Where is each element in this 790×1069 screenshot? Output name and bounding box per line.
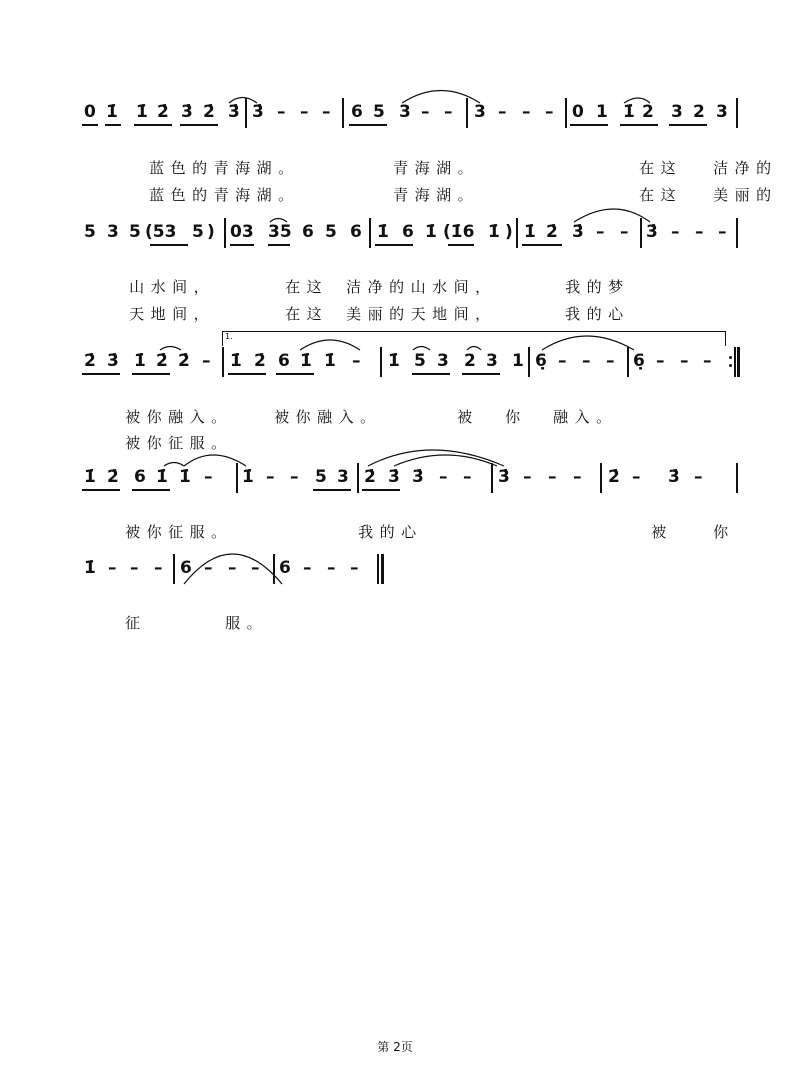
note: 5 <box>192 222 204 242</box>
note: – <box>656 351 665 371</box>
barline <box>224 218 226 248</box>
note: 5 <box>325 222 337 242</box>
barline <box>640 218 642 248</box>
lyric-phrase: 美丽的 <box>713 186 778 204</box>
note: 3 <box>486 351 498 371</box>
lyric-phrase: 在这 <box>639 159 683 177</box>
lyric-phrase: 我的心 <box>358 523 423 541</box>
note: – <box>228 558 237 578</box>
lyric-phrase: 洁净的 <box>713 159 778 177</box>
lyric-phrase: 蓝色的青海湖。 <box>149 186 300 204</box>
note: 1̇ <box>488 222 500 242</box>
staff-system-1 <box>0 104 790 132</box>
note: 1 <box>512 351 524 371</box>
slur <box>394 455 497 466</box>
note: 2̇ <box>107 467 119 487</box>
slur <box>368 450 504 466</box>
note: 2 <box>642 102 654 122</box>
repeat-dot <box>729 364 732 367</box>
underline <box>522 244 562 246</box>
underline <box>362 489 400 491</box>
note: – <box>327 558 336 578</box>
underline <box>132 489 170 491</box>
note: 1̇ <box>134 351 146 371</box>
note: 2̇ <box>608 467 620 487</box>
note: – <box>439 467 448 487</box>
barline <box>627 347 629 377</box>
lyric-phrase: 征 <box>125 614 147 632</box>
slur <box>160 347 181 351</box>
note: 3 <box>107 222 119 242</box>
lyric-phrase: 我的梦 <box>565 278 630 296</box>
lyric-line-1 <box>313 508 423 556</box>
note: – <box>352 351 361 371</box>
lyric-line-2 <box>348 171 479 219</box>
lyric-phrase: 在这 <box>639 186 683 204</box>
note: – <box>421 102 430 122</box>
barline <box>245 98 247 128</box>
lyric-line-1 <box>508 393 618 441</box>
barline <box>369 218 371 248</box>
note: 1̇ <box>179 467 191 487</box>
note: 6 <box>279 558 291 578</box>
underline <box>268 244 290 246</box>
underline <box>228 373 266 375</box>
note: 3 <box>716 102 728 122</box>
note: 6̣ <box>633 351 645 371</box>
note: – <box>703 351 712 371</box>
underline <box>412 373 450 375</box>
barline <box>736 98 738 128</box>
barline <box>357 463 359 493</box>
barline <box>236 463 238 493</box>
note: – <box>463 467 472 487</box>
repeat-dot <box>729 356 732 359</box>
lyric-line-1 <box>180 599 268 647</box>
note: – <box>718 222 727 242</box>
note: – <box>300 102 309 122</box>
underline <box>230 244 254 246</box>
slur <box>467 347 481 351</box>
note: 2 <box>464 351 476 371</box>
barline <box>734 347 736 377</box>
note: ) <box>207 222 215 242</box>
lyric-line-2 <box>668 171 778 219</box>
note: 1̇ <box>106 102 118 122</box>
underline <box>620 124 658 126</box>
lyric-phrase: 融入。 <box>553 408 618 426</box>
note: 5 <box>129 222 141 242</box>
note: 2̇ <box>156 351 168 371</box>
barline <box>491 463 493 493</box>
note: 2 <box>693 102 705 122</box>
note: – <box>596 222 605 242</box>
note: 3̇ <box>572 222 584 242</box>
note: 6 <box>278 351 290 371</box>
staff-system-5 <box>0 560 790 588</box>
note: 35 <box>268 222 292 242</box>
note: – <box>266 467 275 487</box>
note: 1̇ <box>242 467 254 487</box>
note: 3 <box>399 102 411 122</box>
note: – <box>350 558 359 578</box>
note: 3̇ <box>646 222 658 242</box>
note: 1̇ <box>84 558 96 578</box>
lyric-phrase: 被你征服。 <box>125 434 233 452</box>
note: – <box>498 102 507 122</box>
underline <box>462 373 500 375</box>
note: 3̇ <box>252 102 264 122</box>
note: – <box>204 558 213 578</box>
note: – <box>680 351 689 371</box>
underline <box>276 373 314 375</box>
lyric-line-2 <box>84 290 215 338</box>
note: – <box>444 102 453 122</box>
lyric-line-2 <box>80 419 233 467</box>
barline <box>736 463 738 493</box>
note: – <box>606 351 615 371</box>
underline <box>448 244 474 246</box>
slur <box>300 340 360 350</box>
note: 1̇ <box>524 222 536 242</box>
underline <box>150 244 188 246</box>
lyric-phrase: 被你融入。 <box>125 408 233 426</box>
lyric-line-2 <box>104 171 300 219</box>
lyric-phrase: 蓝色的青海湖。 <box>149 159 300 177</box>
page-number: 第 2页 <box>377 1040 413 1054</box>
underline <box>313 489 351 491</box>
note: 3̇ <box>181 102 193 122</box>
barline <box>380 347 382 377</box>
note: – <box>695 222 704 242</box>
lyric-phrase: 被 <box>651 523 673 541</box>
note: – <box>108 558 117 578</box>
note: 6 <box>134 467 146 487</box>
barline <box>173 554 175 584</box>
note: 1 <box>596 102 608 122</box>
underline <box>132 373 170 375</box>
final-barline <box>381 554 384 584</box>
lyric-line-1 <box>80 599 147 647</box>
note: 03 <box>230 222 254 242</box>
barline <box>516 218 518 248</box>
note: 0 <box>84 102 96 122</box>
note: 1̇ <box>84 467 96 487</box>
lyric-phrase: 被你征服。 <box>125 523 233 541</box>
barline <box>565 98 567 128</box>
staff-system-4 <box>0 469 790 497</box>
note: – <box>545 102 554 122</box>
lyric-line-1 <box>606 508 673 556</box>
note: 5 <box>84 222 96 242</box>
underline <box>134 124 172 126</box>
note: 2̇ <box>84 351 96 371</box>
note: 6 <box>350 222 362 242</box>
note: 3 <box>337 467 349 487</box>
note: – <box>277 102 286 122</box>
note: 3 <box>671 102 683 122</box>
slur <box>402 91 480 104</box>
slur <box>413 347 430 351</box>
note: 1̇ <box>136 102 148 122</box>
note: 2̇ <box>178 351 190 371</box>
lyric-line-2 <box>301 290 497 338</box>
first-ending-number: 1. <box>225 332 233 341</box>
note: – <box>582 351 591 371</box>
barline <box>528 347 530 377</box>
barline <box>273 554 275 584</box>
note: – <box>204 467 213 487</box>
barline <box>342 98 344 128</box>
note: – <box>523 467 532 487</box>
note: 5 <box>315 467 327 487</box>
repeat-barline <box>737 347 740 377</box>
note: 1̇ <box>300 351 312 371</box>
underline <box>180 124 218 126</box>
lyric-phrase: 青海湖。 <box>393 186 480 204</box>
note: – <box>632 467 641 487</box>
note: 2̇ <box>157 102 169 122</box>
note: – <box>322 102 331 122</box>
underline <box>82 124 98 126</box>
lyric-line-1 <box>668 508 735 556</box>
lyric-phrase: 服。 <box>225 614 269 632</box>
note: – <box>620 222 629 242</box>
note: 3 <box>474 102 486 122</box>
staff-system-2 <box>0 224 790 252</box>
lyric-phrase: 美丽的天地间， <box>346 305 497 323</box>
underline <box>105 124 121 126</box>
note: 6̣ <box>535 351 547 371</box>
note: 6 <box>351 102 363 122</box>
slur <box>542 336 634 350</box>
note: 6 <box>180 558 192 578</box>
note: 3 <box>437 351 449 371</box>
note: – <box>558 351 567 371</box>
note: 1̇ <box>156 467 168 487</box>
note: – <box>290 467 299 487</box>
note: 3̇ <box>228 102 240 122</box>
underline <box>349 124 387 126</box>
note: 2̇ <box>364 467 376 487</box>
note: 2̇ <box>203 102 215 122</box>
barline <box>377 554 379 584</box>
note: 3̇ <box>668 467 680 487</box>
note: – <box>671 222 680 242</box>
note: – <box>202 351 211 371</box>
lyric-phrase: 在这 <box>285 278 329 296</box>
note: 0 <box>572 102 584 122</box>
note: 1̇ <box>377 222 389 242</box>
note: 1̇ <box>230 351 242 371</box>
note: 3̇ <box>498 467 510 487</box>
note: – <box>522 102 531 122</box>
lyric-phrase: 天地间， <box>129 305 216 323</box>
note: 1̇ <box>388 351 400 371</box>
note: (1̇6 <box>443 222 475 242</box>
note: – <box>130 558 139 578</box>
lyric-phrase: 你 <box>505 408 527 426</box>
note: 1̇ <box>623 102 635 122</box>
note: 2̇ <box>546 222 558 242</box>
underline <box>570 124 608 126</box>
barline <box>222 347 224 377</box>
lyric-line-1 <box>229 393 382 441</box>
lyric-phrase: 我的心 <box>565 305 630 323</box>
note: – <box>694 467 703 487</box>
note: 6 <box>402 222 414 242</box>
lyric-phrase: 被 <box>457 408 479 426</box>
note: ) <box>505 222 513 242</box>
note: – <box>154 558 163 578</box>
note: – <box>303 558 312 578</box>
staff-system-3 <box>0 353 790 381</box>
note: 3̇ <box>412 467 424 487</box>
note: 1̇ <box>324 351 336 371</box>
barline <box>736 218 738 248</box>
note: 5 <box>373 102 385 122</box>
note: (53 <box>145 222 177 242</box>
lyric-phrase: 山水间， <box>129 278 216 296</box>
note: 2̇ <box>254 351 266 371</box>
note: 1̇ <box>425 222 437 242</box>
underline <box>669 124 707 126</box>
note: – <box>251 558 260 578</box>
note: 6 <box>302 222 314 242</box>
underline <box>82 489 120 491</box>
lyric-phrase: 青海湖。 <box>393 159 480 177</box>
note: 3̇ <box>107 351 119 371</box>
barline <box>600 463 602 493</box>
barline <box>466 98 468 128</box>
lyric-phrase: 在这 <box>285 305 329 323</box>
note: – <box>573 467 582 487</box>
lyric-phrase: 你 <box>713 523 735 541</box>
lyric-line-1 <box>80 508 233 556</box>
note: – <box>548 467 557 487</box>
lyric-line-2 <box>520 290 630 338</box>
note: 5 <box>414 351 426 371</box>
underline <box>82 373 120 375</box>
note: 3̇ <box>388 467 400 487</box>
underline <box>375 244 413 246</box>
lyric-phrase: 洁净的山水间， <box>346 278 497 296</box>
lyric-phrase: 被你融入。 <box>274 408 382 426</box>
